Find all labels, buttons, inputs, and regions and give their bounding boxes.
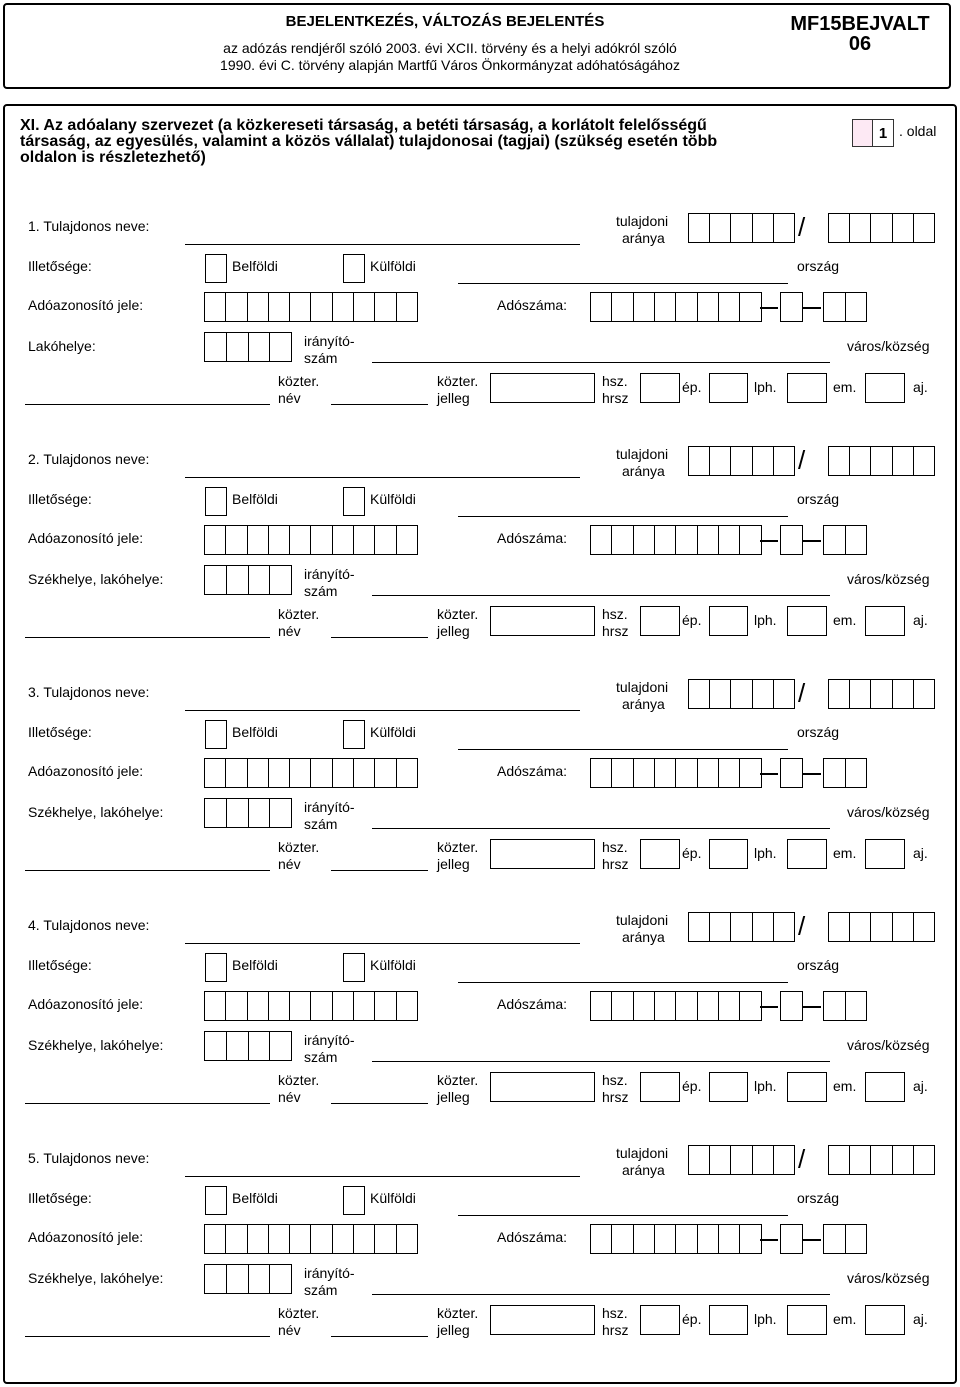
owner-3-zip-label-1: irányító- bbox=[304, 799, 355, 815]
owner-2-share-slash: / bbox=[798, 445, 806, 475]
owner-1-share-label-1: tulajdoni bbox=[616, 213, 669, 229]
owner-1-tax-id-label: Adóazonosító jele: bbox=[28, 297, 144, 313]
owner-1-house-box[interactable] bbox=[640, 373, 680, 403]
owner-1-name-line[interactable] bbox=[185, 244, 580, 245]
owner-5-share-label-1: tulajdoni bbox=[616, 1145, 669, 1161]
owner-2-house-label-1: hsz. bbox=[602, 606, 628, 622]
owner-3-house-label-2: hrsz bbox=[602, 856, 629, 872]
owner-2-door-label: aj. bbox=[913, 612, 928, 628]
owner-2-street-name-label-2: név bbox=[278, 623, 301, 639]
form-subtitle-line1: az adózás rendjéről szóló 2003. évi XCII. törvény és a helyi adókról szóló bbox=[223, 40, 677, 56]
owner-1-domestic-checkbox[interactable] bbox=[205, 254, 227, 283]
owner-4-tax-number-label: Adószáma: bbox=[497, 996, 568, 1012]
owner-3-street-type-label-1: közter. bbox=[437, 839, 479, 855]
owner-2-tax-number-label: Adószáma: bbox=[497, 530, 568, 546]
owner-2-domestic-label: Belföldi bbox=[232, 491, 278, 507]
owner-2-zip-label-2: szám bbox=[304, 583, 338, 599]
owner-3-country-label: ország bbox=[797, 724, 840, 740]
owner-3-zip-label-2: szám bbox=[304, 816, 338, 832]
owner-4-floor-box[interactable] bbox=[865, 1072, 905, 1102]
owner-5-tax-number-dash-1 bbox=[760, 1239, 778, 1241]
owner-4-city-line[interactable] bbox=[372, 1061, 830, 1062]
owner-5-domestic-label: Belföldi bbox=[232, 1190, 278, 1206]
owner-4-tax-number-county[interactable] bbox=[823, 991, 867, 1021]
owner-1-share-numerator[interactable] bbox=[688, 213, 795, 243]
owner-5-share-denominator[interactable] bbox=[828, 1145, 935, 1175]
owner-4-staircase-box[interactable] bbox=[787, 1072, 827, 1102]
owner-3-city-line[interactable] bbox=[372, 828, 830, 829]
owner-5-house-box[interactable] bbox=[640, 1305, 680, 1335]
owner-5-tax-id-label: Adóazonosító jele: bbox=[28, 1229, 144, 1245]
owner-5-city-line[interactable] bbox=[372, 1294, 830, 1295]
owner-2-floor-label: em. bbox=[833, 612, 857, 628]
owner-1-street-type-line[interactable] bbox=[331, 404, 428, 405]
owner-3-street-name-line[interactable] bbox=[25, 870, 270, 871]
owner-4-tax-number-vat[interactable] bbox=[780, 991, 803, 1021]
owner-2-zip-boxes[interactable] bbox=[204, 565, 292, 595]
owner-1-city-label: város/község bbox=[847, 338, 930, 354]
form-code-version: 06 bbox=[848, 33, 872, 55]
owner-5-street-type-box[interactable] bbox=[490, 1305, 595, 1335]
owner-5-share-label-2: aránya bbox=[622, 1162, 665, 1178]
owner-3-share-slash: / bbox=[798, 678, 806, 708]
owner-5-street-type-line[interactable] bbox=[331, 1336, 428, 1337]
owner-3-street-type-line[interactable] bbox=[331, 870, 428, 871]
owner-4-residency-label: Illetősége: bbox=[28, 957, 92, 973]
owner-1-staircase-label: lph. bbox=[754, 379, 777, 395]
owner-1-floor-box[interactable] bbox=[865, 373, 905, 403]
owner-3-tax-id-label: Adóazonosító jele: bbox=[28, 763, 144, 779]
owner-4-house-label-1: hsz. bbox=[602, 1072, 628, 1088]
owner-2-tax-id-boxes[interactable] bbox=[204, 525, 418, 555]
owner-3-name-label: 3. Tulajdonos neve: bbox=[28, 684, 150, 700]
owner-1-zip-label-2: szám bbox=[304, 350, 338, 366]
form-subtitle bbox=[180, 40, 720, 74]
owner-4-share-label-2: aránya bbox=[622, 929, 665, 945]
form-subtitle-line2: 1990. évi C. törvény alapján Martfű Város Önkormányzat adóhatóságához bbox=[220, 57, 680, 73]
owner-2-share-label-1: tulajdoni bbox=[616, 446, 669, 462]
owner-3-building-box[interactable] bbox=[709, 839, 748, 869]
owner-4-house-label-2: hrsz bbox=[602, 1089, 629, 1105]
owner-3-name-line[interactable] bbox=[185, 710, 580, 711]
owner-5-house-label-1: hsz. bbox=[602, 1305, 628, 1321]
owner-2-street-type-label-2: jelleg bbox=[437, 623, 470, 639]
owner-4-street-name-label-1: közter. bbox=[278, 1072, 320, 1088]
owner-2-name-line[interactable] bbox=[185, 477, 580, 478]
owner-2-domestic-checkbox[interactable] bbox=[205, 487, 227, 516]
owner-4-street-type-label-1: közter. bbox=[437, 1072, 479, 1088]
owner-1-street-name-label-1: közter. bbox=[278, 373, 320, 389]
owner-3-street-type-label-2: jelleg bbox=[437, 856, 470, 872]
owner-2-address-label: Székhelye, lakóhelye: bbox=[28, 571, 164, 587]
section-title-line1: XI. Az adóalany szervezet (a közkereseti társaság, a betéti társaság, a korlátolt felelősségű bbox=[20, 117, 707, 134]
owner-5-street-type-label-2: jelleg bbox=[437, 1322, 470, 1338]
owner-5-building-box[interactable] bbox=[709, 1305, 748, 1335]
owner-3-share-label-1: tulajdoni bbox=[616, 679, 669, 695]
owner-4-street-type-label-2: jelleg bbox=[437, 1089, 470, 1105]
page-number-prefix-box[interactable] bbox=[852, 119, 874, 147]
owner-2-street-type-label-1: közter. bbox=[437, 606, 479, 622]
owner-2-tax-number-main[interactable] bbox=[590, 525, 762, 555]
owner-5-zip-boxes[interactable] bbox=[204, 1264, 292, 1294]
owner-2-street-type-box[interactable] bbox=[490, 606, 595, 636]
owner-5-floor-box[interactable] bbox=[865, 1305, 905, 1335]
owner-5-tax-number-vat[interactable] bbox=[780, 1224, 803, 1254]
owner-4-tax-id-boxes[interactable] bbox=[204, 991, 418, 1021]
owner-5-name-line[interactable] bbox=[185, 1176, 580, 1177]
owner-1-share-label-2: aránya bbox=[622, 230, 665, 246]
owner-2-share-numerator[interactable] bbox=[688, 446, 795, 476]
owner-2-country-line[interactable] bbox=[458, 516, 788, 517]
owner-3-tax-number-main[interactable] bbox=[590, 758, 762, 788]
owner-3-foreign-label: Külföldi bbox=[370, 724, 416, 740]
owner-3-tax-number-dash-2 bbox=[803, 773, 821, 775]
owner-3-tax-id-boxes[interactable] bbox=[204, 758, 418, 788]
owner-1-tax-number-dash-1 bbox=[760, 307, 778, 309]
owner-5-tax-number-main[interactable] bbox=[590, 1224, 762, 1254]
owner-5-zip-label-1: irányító- bbox=[304, 1265, 355, 1281]
owner-5-share-numerator[interactable] bbox=[688, 1145, 795, 1175]
owner-2-name-label: 2. Tulajdonos neve: bbox=[28, 451, 150, 467]
owner-3-street-type-box[interactable] bbox=[490, 839, 595, 869]
owner-5-tax-number-label: Adószáma: bbox=[497, 1229, 568, 1245]
owner-3-tax-number-county[interactable] bbox=[823, 758, 867, 788]
owner-1-residency-label: Illetősége: bbox=[28, 258, 92, 274]
owner-5-foreign-label: Külföldi bbox=[370, 1190, 416, 1206]
owner-5-tax-number-dash-2 bbox=[803, 1239, 821, 1241]
owner-3-house-box[interactable] bbox=[640, 839, 680, 869]
owner-4-share-slash: / bbox=[798, 911, 806, 941]
owner-5-floor-label: em. bbox=[833, 1311, 857, 1327]
owner-3-share-numerator[interactable] bbox=[688, 679, 795, 709]
owner-2-foreign-label: Külföldi bbox=[370, 491, 416, 507]
owner-2-tax-number-county[interactable] bbox=[823, 525, 867, 555]
form-title: BEJELENTKEZÉS, VÁLTOZÁS BEJELENTÉS bbox=[285, 13, 605, 30]
owner-4-street-type-box[interactable] bbox=[490, 1072, 595, 1102]
owner-5-building-label: ép. bbox=[682, 1311, 702, 1327]
page-number-box[interactable]: 1 bbox=[872, 119, 894, 147]
owner-5-street-type-label-1: közter. bbox=[437, 1305, 479, 1321]
owner-1-foreign-label: Külföldi bbox=[370, 258, 416, 274]
owner-5-residency-label: Illetősége: bbox=[28, 1190, 92, 1206]
owner-3-tax-number-label: Adószáma: bbox=[497, 763, 568, 779]
owner-1-city-line[interactable] bbox=[372, 362, 830, 363]
owner-4-domestic-checkbox[interactable] bbox=[205, 953, 227, 982]
owner-4-share-denominator[interactable] bbox=[828, 912, 935, 942]
owner-3-street-name-label-1: közter. bbox=[278, 839, 320, 855]
owner-4-house-box[interactable] bbox=[640, 1072, 680, 1102]
owner-2-tax-number-dash-2 bbox=[803, 540, 821, 542]
owner-1-tax-number-main[interactable] bbox=[590, 292, 762, 322]
owner-3-domestic-checkbox[interactable] bbox=[205, 720, 227, 749]
owner-1-domestic-label: Belföldi bbox=[232, 258, 278, 274]
owner-2-share-label-2: aránya bbox=[622, 463, 665, 479]
owner-1-staircase-box[interactable] bbox=[787, 373, 827, 403]
owner-5-country-line[interactable] bbox=[458, 1215, 788, 1216]
owner-1-street-type-box[interactable] bbox=[490, 373, 595, 403]
owner-1-tax-id-boxes[interactable] bbox=[204, 292, 418, 322]
owner-4-door-label: aj. bbox=[913, 1078, 928, 1094]
owner-4-country-label: ország bbox=[797, 957, 840, 973]
owner-4-zip-boxes[interactable] bbox=[204, 1031, 292, 1061]
owner-4-domestic-label: Belföldi bbox=[232, 957, 278, 973]
owner-4-share-numerator[interactable] bbox=[688, 912, 795, 942]
owner-4-zip-label-2: szám bbox=[304, 1049, 338, 1065]
owner-4-name-label: 4. Tulajdonos neve: bbox=[28, 917, 150, 933]
owner-2-staircase-label: lph. bbox=[754, 612, 777, 628]
owner-2-residency-label: Illetősége: bbox=[28, 491, 92, 507]
owner-3-floor-label: em. bbox=[833, 845, 857, 861]
owner-1-floor-label: em. bbox=[833, 379, 857, 395]
owner-1-building-label: ép. bbox=[682, 379, 702, 395]
owner-4-building-box[interactable] bbox=[709, 1072, 748, 1102]
owner-4-zip-label-1: irányító- bbox=[304, 1032, 355, 1048]
owner-3-street-name-label-2: név bbox=[278, 856, 301, 872]
owner-2-foreign-checkbox[interactable] bbox=[343, 487, 365, 516]
owner-1-country-line[interactable] bbox=[458, 283, 788, 284]
section-title-line2: társaság, az egyesülés, valamint a közös vállalat) tulajdonosai (tagjai) (szükség esetén több bbox=[20, 133, 718, 150]
owner-2-tax-number-dash-1 bbox=[760, 540, 778, 542]
owner-1-house-label-1: hsz. bbox=[602, 373, 628, 389]
owner-4-foreign-label: Külföldi bbox=[370, 957, 416, 973]
owner-3-share-label-2: aránya bbox=[622, 696, 665, 712]
owner-5-zip-label-2: szám bbox=[304, 1282, 338, 1298]
owner-2-floor-box[interactable] bbox=[865, 606, 905, 636]
owner-3-zip-boxes[interactable] bbox=[204, 798, 292, 828]
owner-2-tax-number-vat[interactable] bbox=[780, 525, 803, 555]
owner-2-country-label: ország bbox=[797, 491, 840, 507]
owner-2-building-label: ép. bbox=[682, 612, 702, 628]
owner-1-street-type-label-2: jelleg bbox=[437, 390, 470, 406]
owner-2-street-name-label-1: közter. bbox=[278, 606, 320, 622]
owner-1-address-label: Lakóhelye: bbox=[28, 338, 96, 354]
page-label: . oldal bbox=[899, 123, 937, 139]
owner-3-tax-number-vat[interactable] bbox=[780, 758, 803, 788]
form-code bbox=[770, 14, 950, 54]
owner-3-country-line[interactable] bbox=[458, 749, 788, 750]
owner-4-tax-number-dash-2 bbox=[803, 1006, 821, 1008]
owner-1-tax-number-county[interactable] bbox=[823, 292, 867, 322]
owner-3-share-denominator[interactable] bbox=[828, 679, 935, 709]
owner-1-building-box[interactable] bbox=[709, 373, 748, 403]
owner-4-address-label: Székhelye, lakóhelye: bbox=[28, 1037, 164, 1053]
section-title bbox=[20, 118, 800, 166]
owner-3-foreign-checkbox[interactable] bbox=[343, 720, 365, 749]
owner-4-share-label-1: tulajdoni bbox=[616, 912, 669, 928]
owner-1-door-label: aj. bbox=[913, 379, 928, 395]
owner-4-name-line[interactable] bbox=[185, 943, 580, 944]
owner-5-domestic-checkbox[interactable] bbox=[205, 1186, 227, 1215]
owner-3-building-label: ép. bbox=[682, 845, 702, 861]
owner-5-street-name-label-1: közter. bbox=[278, 1305, 320, 1321]
owner-2-tax-id-label: Adóazonosító jele: bbox=[28, 530, 144, 546]
owner-1-street-name-line[interactable] bbox=[25, 404, 270, 405]
owner-1-tax-number-vat[interactable] bbox=[780, 292, 803, 322]
owner-4-building-label: ép. bbox=[682, 1078, 702, 1094]
owner-3-staircase-label: lph. bbox=[754, 845, 777, 861]
owner-5-name-label: 5. Tulajdonos neve: bbox=[28, 1150, 150, 1166]
owner-5-door-label: aj. bbox=[913, 1311, 928, 1327]
owner-2-house-label-2: hrsz bbox=[602, 623, 629, 639]
owner-1-country-label: ország bbox=[797, 258, 840, 274]
owner-1-tax-number-label: Adószáma: bbox=[497, 297, 568, 313]
owner-4-street-name-label-2: név bbox=[278, 1089, 301, 1105]
owner-1-name-label: 1. Tulajdonos neve: bbox=[28, 218, 150, 234]
owner-4-city-label: város/község bbox=[847, 1037, 930, 1053]
owner-5-staircase-label: lph. bbox=[754, 1311, 777, 1327]
owner-5-house-label-2: hrsz bbox=[602, 1322, 629, 1338]
owner-5-staircase-box[interactable] bbox=[787, 1305, 827, 1335]
owner-3-tax-number-dash-1 bbox=[760, 773, 778, 775]
owner-4-tax-number-dash-1 bbox=[760, 1006, 778, 1008]
owner-4-floor-label: em. bbox=[833, 1078, 857, 1094]
owner-3-floor-box[interactable] bbox=[865, 839, 905, 869]
owner-2-street-name-line[interactable] bbox=[25, 637, 270, 638]
owner-1-zip-boxes[interactable] bbox=[204, 332, 292, 362]
owner-3-city-label: város/község bbox=[847, 804, 930, 820]
owner-1-foreign-checkbox[interactable] bbox=[343, 254, 365, 283]
owner-5-street-name-label-2: név bbox=[278, 1322, 301, 1338]
owner-3-house-label-1: hsz. bbox=[602, 839, 628, 855]
owner-5-tax-number-county[interactable] bbox=[823, 1224, 867, 1254]
owner-4-street-name-line[interactable] bbox=[25, 1103, 270, 1104]
owner-2-zip-label-1: irányító- bbox=[304, 566, 355, 582]
owner-4-tax-id-label: Adóazonosító jele: bbox=[28, 996, 144, 1012]
owner-3-residency-label: Illetősége: bbox=[28, 724, 92, 740]
form-code-id: MF15BEJVALT bbox=[790, 13, 930, 35]
owner-3-door-label: aj. bbox=[913, 845, 928, 861]
owner-5-street-name-line[interactable] bbox=[25, 1336, 270, 1337]
owner-1-tax-number-dash-2 bbox=[803, 307, 821, 309]
owner-1-street-name-label-2: név bbox=[278, 390, 301, 406]
owner-2-house-box[interactable] bbox=[640, 606, 680, 636]
owner-1-zip-label-1: irányító- bbox=[304, 333, 355, 349]
owner-4-country-line[interactable] bbox=[458, 982, 788, 983]
owner-2-staircase-box[interactable] bbox=[787, 606, 827, 636]
owner-5-country-label: ország bbox=[797, 1190, 840, 1206]
owner-5-tax-id-boxes[interactable] bbox=[204, 1224, 418, 1254]
owner-1-share-denominator[interactable] bbox=[828, 213, 935, 243]
owner-1-share-slash: / bbox=[798, 212, 806, 242]
owner-2-building-box[interactable] bbox=[709, 606, 748, 636]
owner-2-street-type-line[interactable] bbox=[331, 637, 428, 638]
owner-1-street-type-label-1: közter. bbox=[437, 373, 479, 389]
owner-2-city-label: város/község bbox=[847, 571, 930, 587]
owner-5-foreign-checkbox[interactable] bbox=[343, 1186, 365, 1215]
owner-3-domestic-label: Belföldi bbox=[232, 724, 278, 740]
owner-4-staircase-label: lph. bbox=[754, 1078, 777, 1094]
section-title-line3: oldalon is részletezhető) bbox=[20, 149, 206, 166]
owner-2-city-line[interactable] bbox=[372, 595, 830, 596]
owner-1-house-label-2: hrsz bbox=[602, 390, 629, 406]
owner-2-share-denominator[interactable] bbox=[828, 446, 935, 476]
owner-3-address-label: Székhelye, lakóhelye: bbox=[28, 804, 164, 820]
owner-4-street-type-line[interactable] bbox=[331, 1103, 428, 1104]
owner-3-staircase-box[interactable] bbox=[787, 839, 827, 869]
owner-5-city-label: város/község bbox=[847, 1270, 930, 1286]
owner-4-tax-number-main[interactable] bbox=[590, 991, 762, 1021]
owner-5-address-label: Székhelye, lakóhelye: bbox=[28, 1270, 164, 1286]
owner-4-foreign-checkbox[interactable] bbox=[343, 953, 365, 982]
owner-5-share-slash: / bbox=[798, 1144, 806, 1174]
